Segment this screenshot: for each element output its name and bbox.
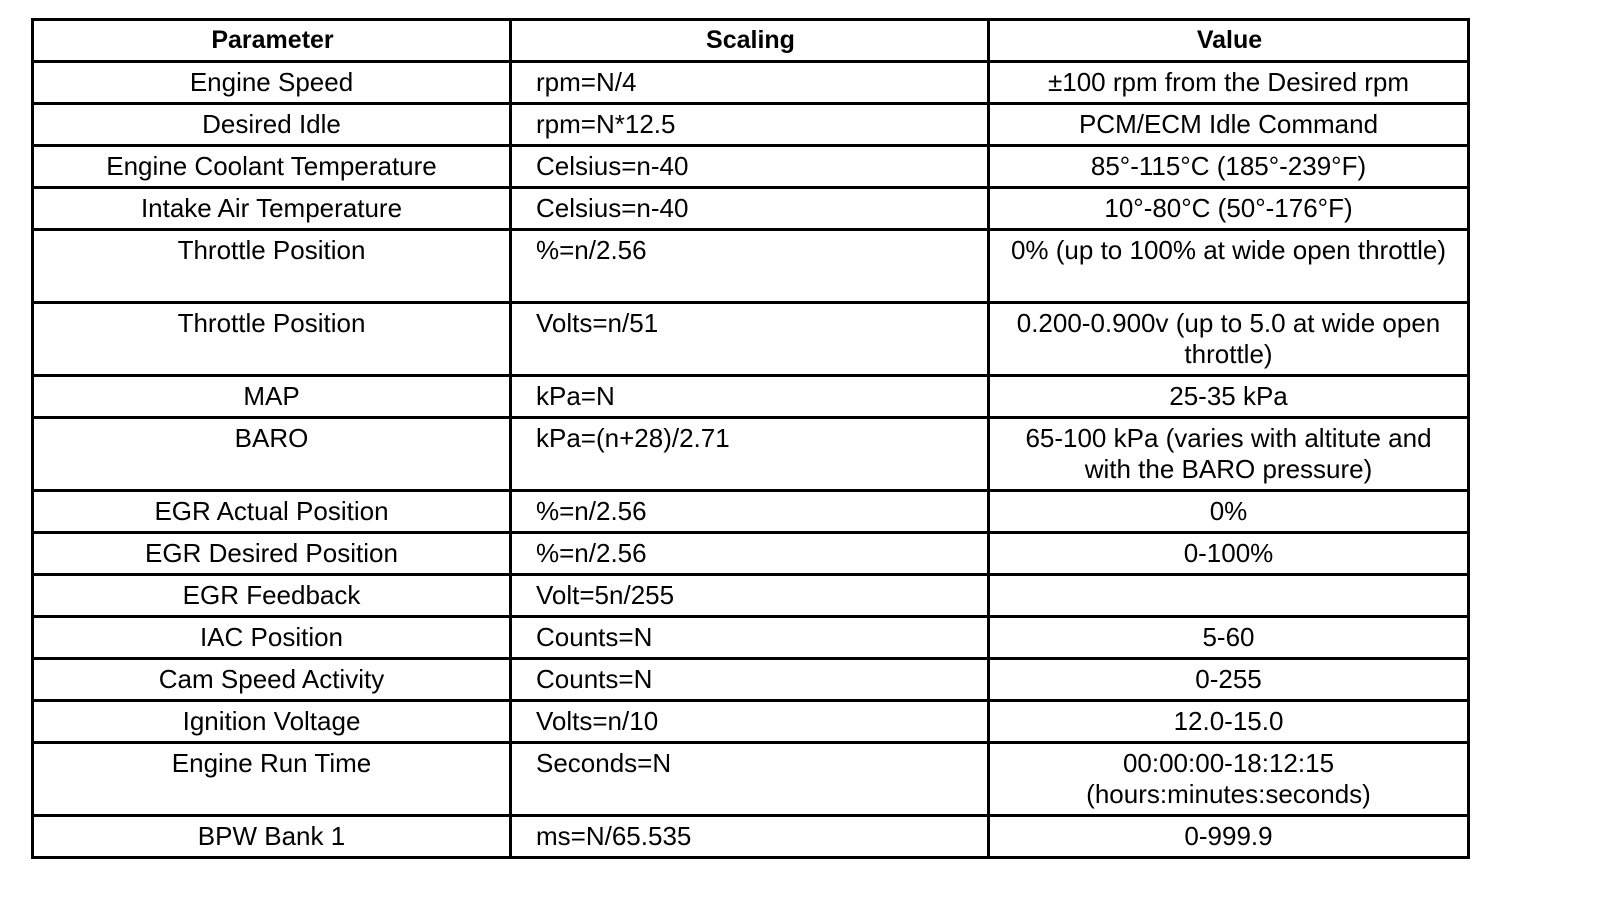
parameter-cell: EGR Desired Position — [33, 533, 511, 575]
scaling-cell: Counts=N — [511, 617, 989, 659]
parameter-cell: MAP — [33, 376, 511, 418]
table-header-row — [33, 20, 1469, 62]
table-row — [33, 62, 1469, 104]
scaling-cell: rpm=N*12.5 — [511, 104, 989, 146]
table-row — [33, 230, 1469, 303]
value-cell — [989, 575, 1469, 617]
parameter-cell: EGR Feedback — [33, 575, 511, 617]
table-row — [33, 659, 1469, 701]
table-row — [33, 617, 1469, 659]
table-row — [33, 303, 1469, 376]
parameter-scaling-table — [31, 18, 1470, 859]
table-row — [33, 491, 1469, 533]
parameter-cell: EGR Actual Position — [33, 491, 511, 533]
parameter-cell: Ignition Voltage — [33, 701, 511, 743]
value-cell: 00:00:00-18:12:15 (hours:minutes:seconds) — [989, 743, 1469, 816]
parameter-cell: BPW Bank 1 — [33, 816, 511, 858]
parameter-cell: Desired Idle — [33, 104, 511, 146]
scaling-cell: Counts=N — [511, 659, 989, 701]
value-cell: 0.200-0.900v (up to 5.0 at wide open throttle) — [989, 303, 1469, 376]
value-cell: PCM/ECM Idle Command — [989, 104, 1469, 146]
value-cell: 0-100% — [989, 533, 1469, 575]
parameter-cell: BARO — [33, 418, 511, 491]
scaling-cell: Volts=n/51 — [511, 303, 989, 376]
scaling-cell: Celsius=n-40 — [511, 146, 989, 188]
header-value: Value — [989, 20, 1469, 62]
table-row — [33, 104, 1469, 146]
table-row — [33, 701, 1469, 743]
scaling-cell: Volts=n/10 — [511, 701, 989, 743]
scaling-cell: ms=N/65.535 — [511, 816, 989, 858]
table-row — [33, 376, 1469, 418]
table-row — [33, 533, 1469, 575]
scaling-cell: kPa=(n+28)/2.71 — [511, 418, 989, 491]
table-row — [33, 743, 1469, 816]
header-scaling: Scaling — [511, 20, 989, 62]
table-row — [33, 575, 1469, 617]
scaling-cell: Volt=5n/255 — [511, 575, 989, 617]
parameter-cell: Intake Air Temperature — [33, 188, 511, 230]
value-cell: 0-999.9 — [989, 816, 1469, 858]
table-row — [33, 188, 1469, 230]
parameter-cell: Engine Run Time — [33, 743, 511, 816]
scaling-cell: Seconds=N — [511, 743, 989, 816]
parameter-cell: Cam Speed Activity — [33, 659, 511, 701]
value-cell: 0% — [989, 491, 1469, 533]
scaling-cell: %=n/2.56 — [511, 533, 989, 575]
value-cell: 5-60 — [989, 617, 1469, 659]
scaling-cell: %=n/2.56 — [511, 230, 989, 303]
value-cell: 65-100 kPa (varies with altitute and with the BARO pressure) — [989, 418, 1469, 491]
parameter-cell: IAC Position — [33, 617, 511, 659]
data-table-container — [31, 18, 1467, 859]
value-cell: ±100 rpm from the Desired rpm — [989, 62, 1469, 104]
table-row — [33, 146, 1469, 188]
value-cell: 0-255 — [989, 659, 1469, 701]
table-row — [33, 418, 1469, 491]
scaling-cell: Celsius=n-40 — [511, 188, 989, 230]
parameter-cell: Engine Speed — [33, 62, 511, 104]
parameter-cell: Throttle Position — [33, 230, 511, 303]
table-body — [33, 62, 1469, 858]
scaling-cell: kPa=N — [511, 376, 989, 418]
parameter-cell: Throttle Position — [33, 303, 511, 376]
value-cell: 85°-115°C (185°-239°F) — [989, 146, 1469, 188]
header-parameter: Parameter — [33, 20, 511, 62]
scaling-cell: %=n/2.56 — [511, 491, 989, 533]
value-cell: 12.0-15.0 — [989, 701, 1469, 743]
value-cell: 10°-80°C (50°-176°F) — [989, 188, 1469, 230]
value-cell: 0% (up to 100% at wide open throttle) — [989, 230, 1469, 303]
value-cell: 25-35 kPa — [989, 376, 1469, 418]
scaling-cell: rpm=N/4 — [511, 62, 989, 104]
table-row — [33, 816, 1469, 858]
parameter-cell: Engine Coolant Temperature — [33, 146, 511, 188]
